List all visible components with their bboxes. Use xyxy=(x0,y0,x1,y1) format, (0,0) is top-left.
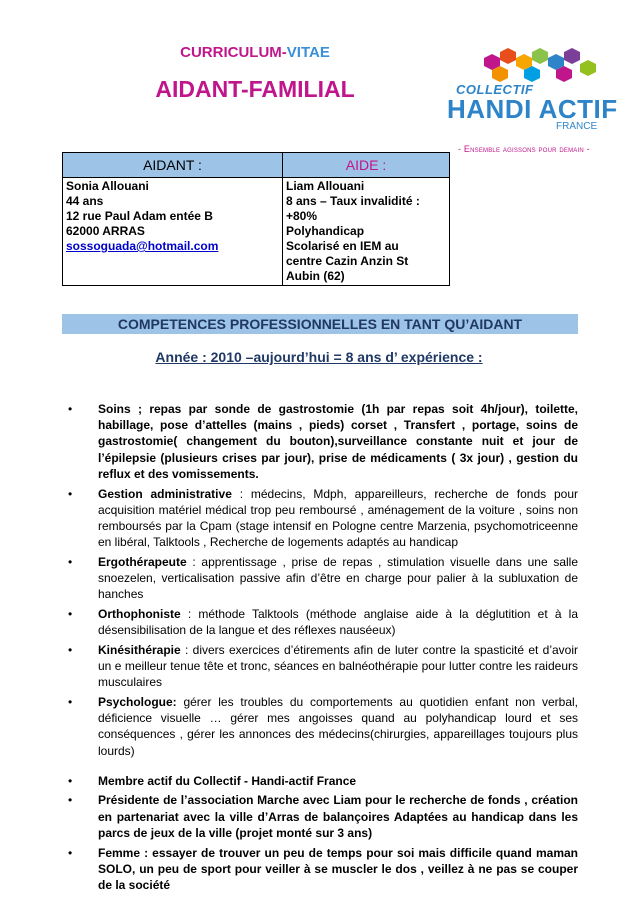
aidant-email-link[interactable]: sossoguada@hotmail.com xyxy=(66,239,219,253)
bullet-icon: • xyxy=(68,486,73,501)
aidant-line: 44 ans xyxy=(66,194,104,208)
aidant-line: 12 rue Paul Adam entée B xyxy=(66,209,213,223)
aide-line: Scolarisé en IEM au xyxy=(286,239,399,253)
competence-list xyxy=(68,401,578,897)
bullet-icon: • xyxy=(68,845,73,860)
aidant-line: 62000 ARRAS xyxy=(66,224,145,238)
list-item: • Gestion administrative : médecins, Mdph, appareilleurs, recherche de fonds pour acquisition matériel médical trop peu remboursé , aménagement de la voiture , soins non remboursés par la Cpam (stage intensif en Pologne centre Marzenia, psychomotriceenne en libéral, Talktools , Recherche de logements adaptés au handicap xyxy=(68,486,579,550)
aide-cell xyxy=(283,178,450,286)
list-item: • Présidente de l’association Marche avec Liam pour le recherche de fonds , création en partenariat avec la ville d’Arras de balançoires Adaptées au handicap dans les parcs de jeux de la ville (projet monté sur 3 ans) xyxy=(68,793,578,840)
aidant-header: AIDANT : xyxy=(63,153,283,178)
aide-line: Polyhandicap xyxy=(286,224,365,238)
bullet-icon: • xyxy=(68,642,73,657)
aidant-cell xyxy=(63,178,283,286)
logo-line3: FRANCE xyxy=(556,121,598,132)
list-item: • Orthophoniste : méthode Talktools (méthode anglaise aide à la déglutition et à la désensibilisation de la langue et des réflexes nauséeux) xyxy=(68,606,578,638)
competences-heading: COMPETENCES PROFESSIONNELLES EN TANT QU’AIDANT xyxy=(62,314,578,334)
bullet-icon: • xyxy=(68,606,73,621)
hexagon-cluster-icon xyxy=(484,48,596,82)
identity-table xyxy=(62,152,450,286)
list-item: • Psychologue: gérer les troubles du comportements au quotidien enfant non verbal, déficience visuelle … gérer mes angoisses quand au polyhandicap lourd et ses conséquences , gérer les annonces des médecins(chirurgies, appareillages toujours plus lourds) xyxy=(68,694,578,758)
aide-line: Liam Allouani xyxy=(286,179,365,193)
cv-separator: - xyxy=(281,44,287,61)
logo-tagline: - Ensemble agissons pour demain - xyxy=(458,144,590,154)
page-title: AIDANT-FAMILIAL xyxy=(155,76,355,102)
aide-line: 8 ans – Taux invalidité : xyxy=(286,194,420,208)
list-item: • Membre actif du Collectif - Handi-actif France xyxy=(68,773,357,788)
aide-header: AIDE : xyxy=(283,153,450,178)
experience-years: Année : 2010 –aujourd’hui = 8 ans d’ expérience : xyxy=(155,349,483,365)
aidant-line: Sonia Allouani xyxy=(66,179,149,193)
bullet-icon: • xyxy=(68,773,73,788)
aide-line: centre Cazin Anzin St xyxy=(286,254,409,268)
bullet-icon: • xyxy=(68,402,73,416)
logo-line2: HANDI ACTIF xyxy=(447,94,618,124)
list-item: • Ergothérapeute : apprentissage , prise de repas , stimulation visuelle dans une salle snoezelen, verticalisation passive afin d’être en charge pour palier à la subluxation de hanches xyxy=(68,554,578,602)
aide-line: +80% xyxy=(286,209,318,223)
bullet-icon: • xyxy=(68,554,73,569)
cv-part2: VITAE xyxy=(286,44,330,61)
list-item: • Femme : essayer de trouver un peu de temps pour soi mais difficile quand maman SOLO, un peu de sport pour veiller à se muscler le dos , veillez à ne pas se couper de la société xyxy=(68,845,578,892)
aide-line: Aubin (62) xyxy=(286,269,345,283)
bullet-icon: • xyxy=(68,793,73,808)
list-item: • Kinésithérapie : divers exercices d’étirements afin de luter contre la spasticité et d’avoir un e meilleur tenue tête et tronc, séances en balnéothérapie pour lutter contre les raideurs musculaires xyxy=(68,642,578,690)
list-item: • Soins ; repas par sonde de gastrostomie (1h par repas soit 4h/jour), toilette, habillage, pose d’attelles (mains , pieds) corset , Transfert , portage, soins de gastrostomie( changement du bouton),surveillance constante nuit et jour de l’épilepsie (plusieurs crises par jour), prise de médicaments ( 3x jour) , gestion du reflux et des vomissements. xyxy=(68,402,578,481)
cv-part1: CURRICULUM xyxy=(180,44,282,61)
bullet-icon: • xyxy=(68,694,73,709)
logo-line1: COLLECTIF xyxy=(456,82,534,97)
